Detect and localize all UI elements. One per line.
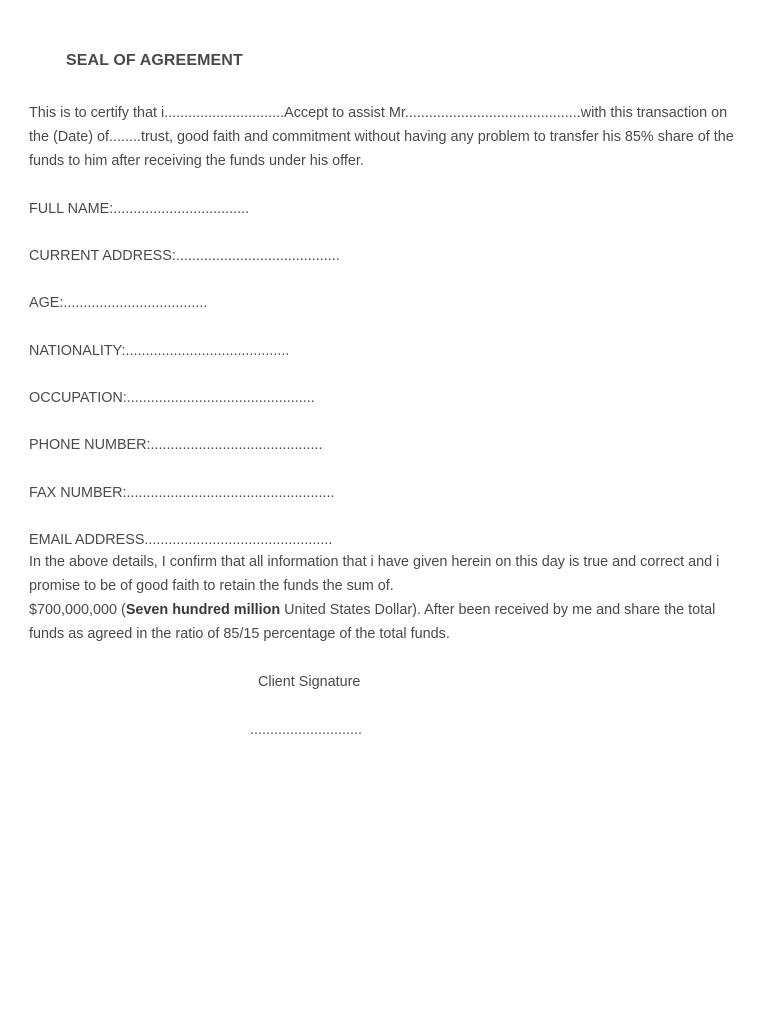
field-age: AGE:.................................... <box>29 295 208 311</box>
confirmation-paragraph <box>29 550 744 646</box>
field-nationality: NATIONALITY:......................................... <box>29 343 290 359</box>
amount-prefix: $700,000,000 ( <box>29 602 126 618</box>
signature-line: ............................ <box>250 722 362 738</box>
field-email-address: EMAIL ADDRESS............................................... <box>29 532 333 548</box>
field-full-name: FULL NAME:.................................. <box>29 201 250 217</box>
amount-suffix: United States Dollar). After been received by me and share the total funds as agreed in the ratio of 85/15 percentage of the total funds. <box>29 602 716 642</box>
intro-paragraph: This is to certify that i..............................Accept to assist Mr............................................with this transaction on the (Date) of........trust, good faith and commitment without having any problem to transfer his 85% share of the funds to him after receiving the funds under his offer. <box>29 105 734 169</box>
document-title: SEAL OF AGREEMENT <box>66 52 243 69</box>
field-occupation: OCCUPATION:............................................... <box>29 390 315 406</box>
field-fax-number: FAX NUMBER:.................................................... <box>29 485 335 501</box>
signature-label: Client Signature <box>258 674 361 690</box>
confirmation-text: In the above details, I confirm that all information that i have given herein on this day is true and correct and i promise to be of good faith to retain the funds the sum of. <box>29 554 720 594</box>
field-phone-number: PHONE NUMBER:........................................... <box>29 437 323 453</box>
amount-words: Seven hundred million <box>125 602 281 618</box>
field-current-address: CURRENT ADDRESS:......................................... <box>29 248 340 264</box>
